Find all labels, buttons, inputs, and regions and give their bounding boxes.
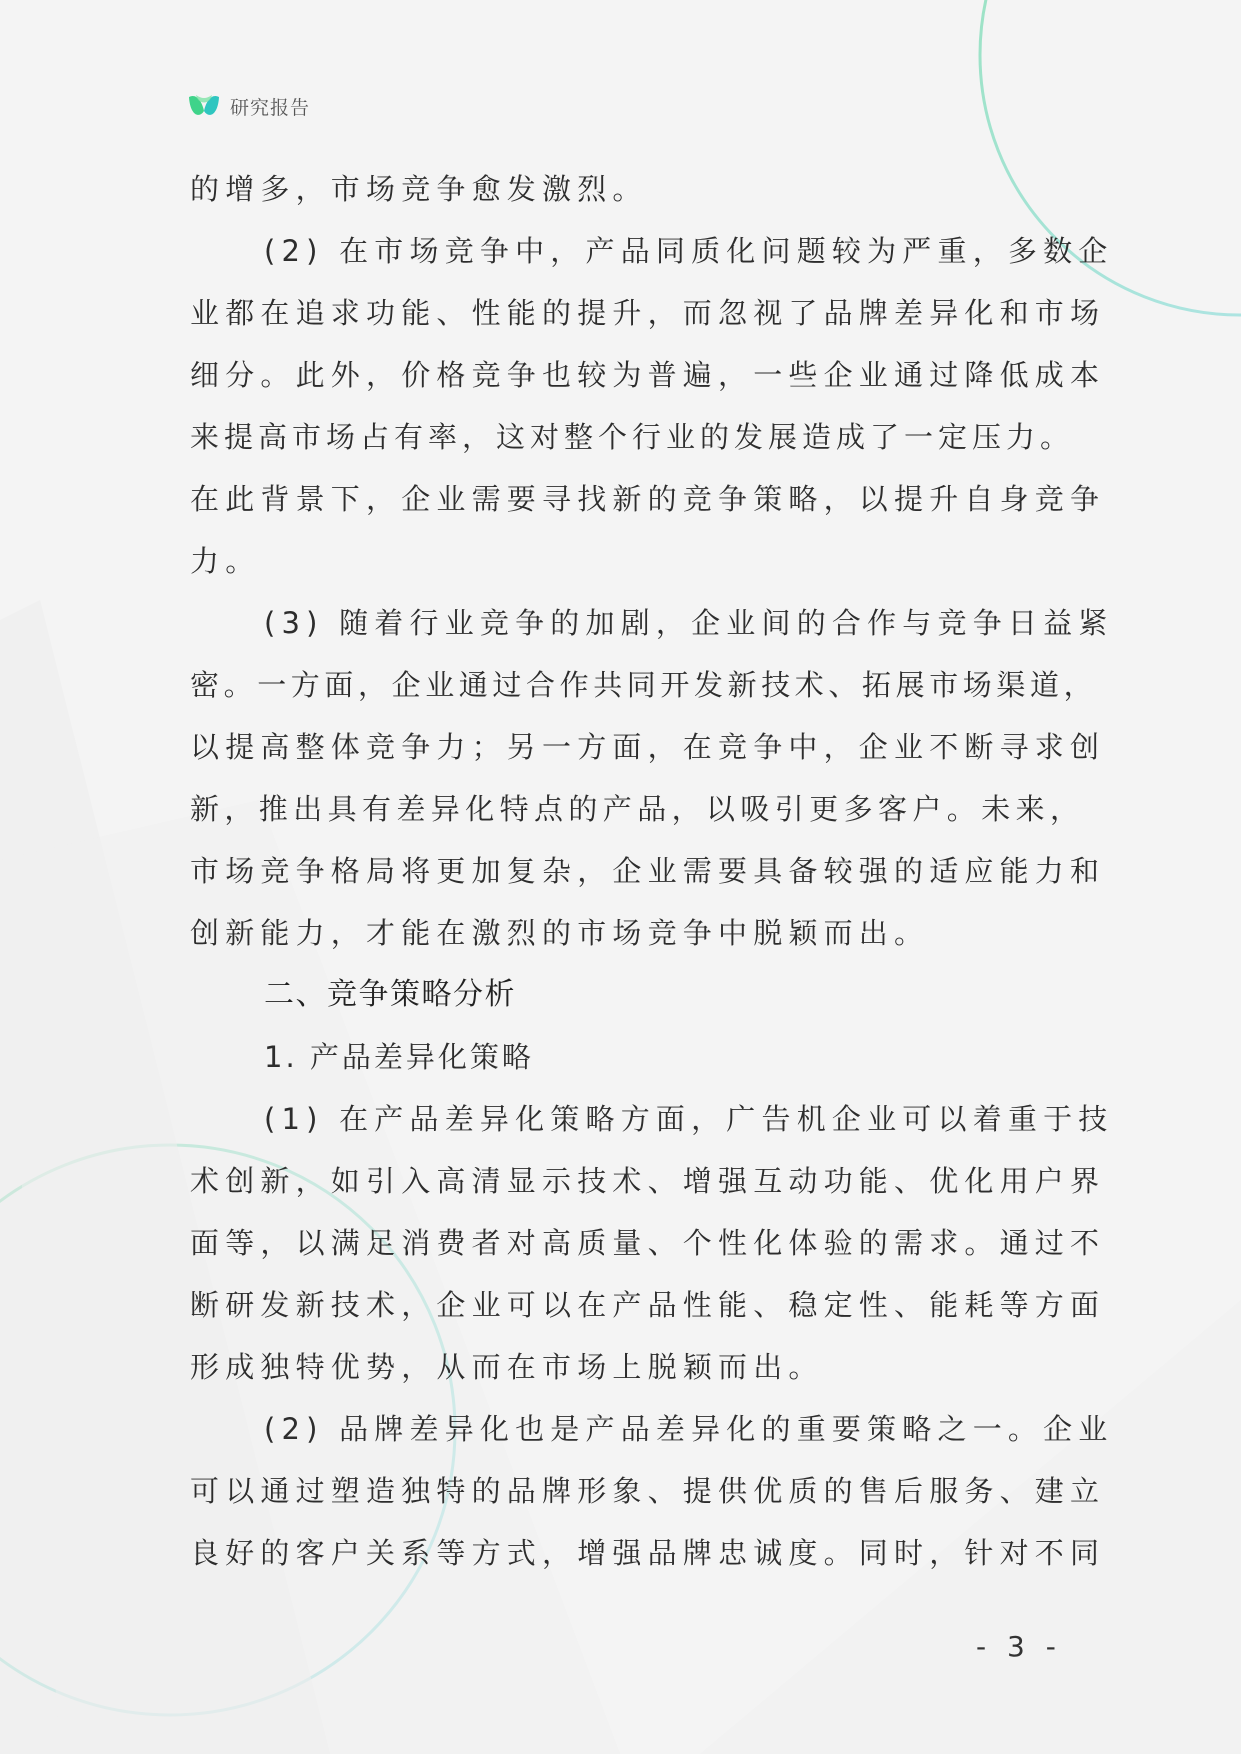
paragraph-line: (3) 随着行业竞争的加剧，企业间的合作与竞争日益紧 [264,606,1114,640]
page-number: - 3 - [976,1630,1062,1663]
paragraph-line: 业都在追求功能、性能的提升，而忽视了品牌差异化和市场 [190,296,1106,330]
paragraph-line: 断研发新技术，企业可以在产品性能、稳定性、能耗等方面 [190,1288,1106,1322]
subsection-heading: 1. 产品差异化策略 [264,1040,534,1074]
paragraph-line: (2) 品牌差异化也是产品差异化的重要策略之一。企业 [264,1412,1114,1446]
page-header [186,88,310,124]
paragraph-line: 以提高整体竞争力；另一方面，在竞争中，企业不断寻求创 [190,730,1106,764]
header-title: 研究报告 [230,96,311,119]
paragraph-line: 市场竞争格局将更加复杂，企业需要具备较强的适应能力和 [190,854,1106,888]
paragraph-line: 良好的客户关系等方式，增强品牌忠诚度。同时，针对不同 [190,1536,1106,1570]
section-heading: 二、竞争策略分析 [264,977,516,1012]
paragraph-line: 术创新，如引入高清显示技术、增强互动功能、优化用户界 [190,1164,1106,1198]
paragraph-line: 细分。此外，价格竞争也较为普遍，一些企业通过降低成本 [190,358,1106,392]
paragraph-line: 形成独特优势，从而在市场上脱颖而出。 [190,1350,824,1384]
paragraph-line: (2) 在市场竞争中，产品同质化问题较为严重，多数企 [264,234,1114,268]
paragraph-line: 创新能力，才能在激烈的市场竞争中脱颖而出。 [190,916,930,950]
paragraph-line: 在此背景下，企业需要寻找新的竞争策略，以提升自身竞争 [190,482,1106,516]
paragraph-line: 来提高市场占有率，这对整个行业的发展造成了一定压力。 [190,420,1075,454]
paragraph-line: 可以通过塑造独特的品牌形象、提供优质的售后服务、建立 [190,1474,1106,1508]
paragraph-line: 密。一方面，企业通过合作共同开发新技术、拓展市场渠道， [190,668,1098,702]
green-leaf-logo-icon [186,89,222,123]
paragraph-line: 力。 [190,544,261,578]
paragraph-line: 的增多，市场竞争愈发激烈。 [190,172,648,206]
paragraph-line: 面等，以满足消费者对高质量、个性化体验的需求。通过不 [190,1226,1106,1260]
paragraph-line: (1) 在产品差异化策略方面，广告机企业可以着重于技 [264,1102,1114,1136]
paragraph-line: 新，推出具有差异化特点的产品，以吸引更多客户。未来， [190,792,1085,826]
